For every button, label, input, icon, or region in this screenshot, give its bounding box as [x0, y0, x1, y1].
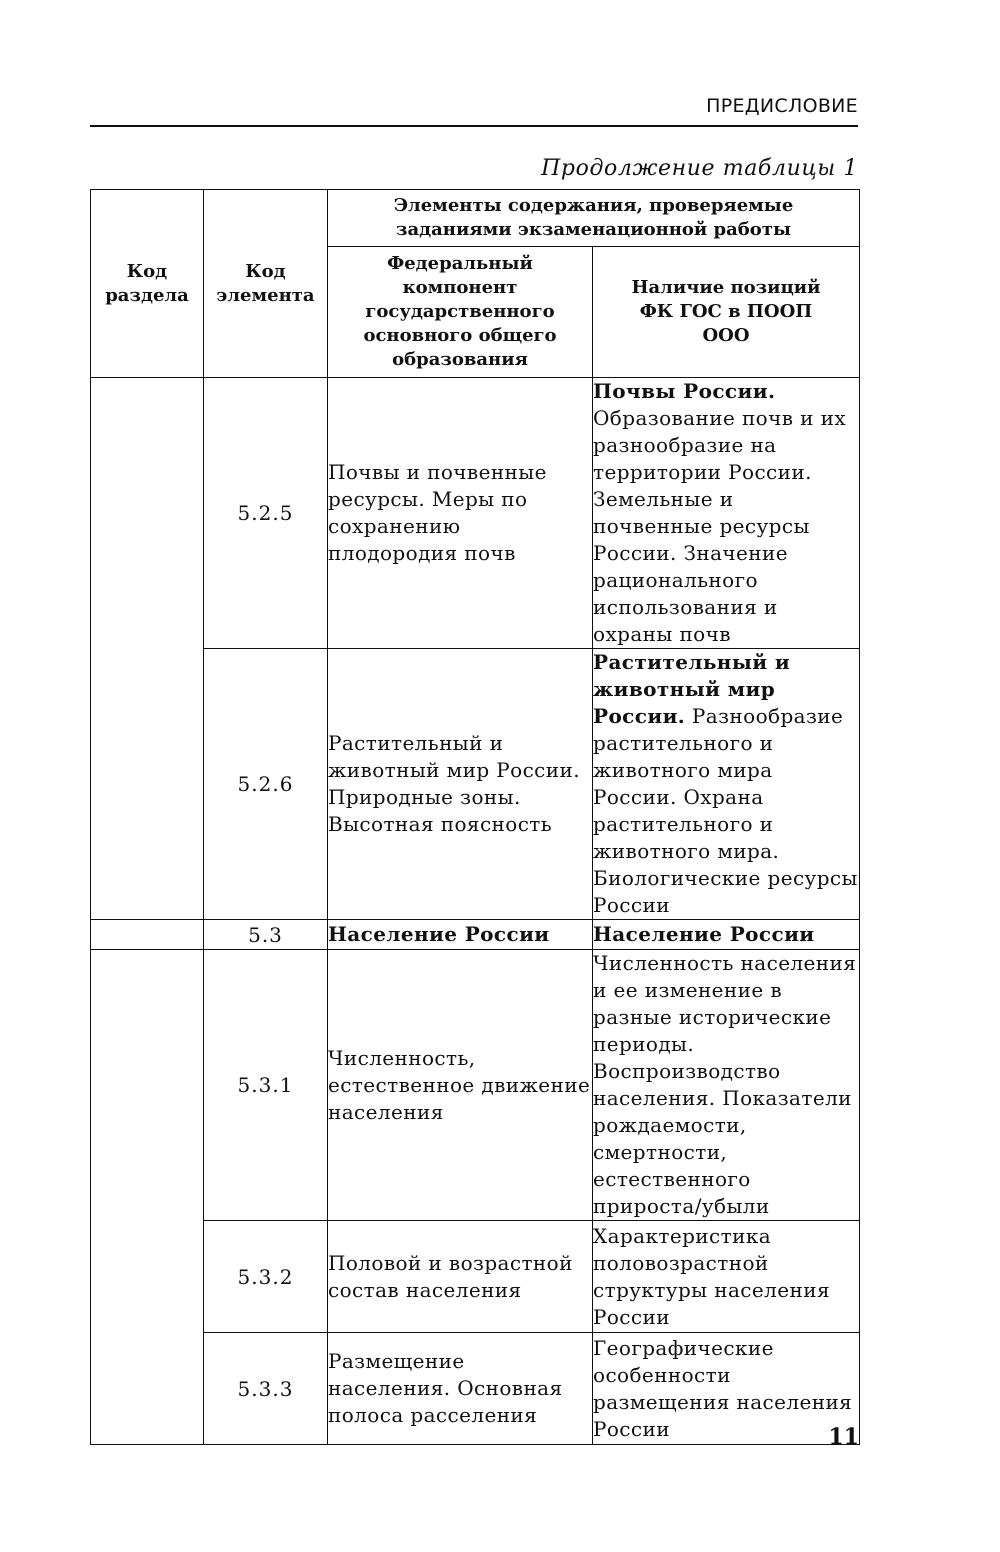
poop-cell: Численность населения и ее изменение в разные исторические периоды. Воспроизводство населения. Показатели рождаемости, смертности, естественного прироста/убыли: [593, 950, 860, 1221]
table-row: [91, 1221, 860, 1333]
header-section-code: Код раздела: [91, 190, 204, 378]
poop-cell: [593, 378, 860, 649]
element-code: 5.3.3: [204, 1333, 328, 1445]
table-row: [91, 1333, 860, 1445]
table-row: [91, 378, 860, 649]
fc-gos-cell: Почвы и почвенные ресурсы. Меры по сохранению плодородия почв: [328, 378, 593, 649]
poop-cell: Характеристика половозрастной структуры населения России: [593, 1221, 860, 1333]
table-row: [91, 950, 860, 1221]
header-element-code: Код элемента: [204, 190, 328, 378]
element-code: 5.3: [204, 920, 328, 950]
poop-heading: Почвы России.: [593, 379, 776, 403]
element-code: 5.3.1: [204, 950, 328, 1221]
poop-cell: Географические особенности размещения населения России: [593, 1333, 860, 1445]
element-code: 5.2.5: [204, 378, 328, 649]
element-code: 5.3.2: [204, 1221, 328, 1333]
header-fc-gos: Федеральный компонент государственного основного общего образования: [328, 247, 593, 378]
fc-gos-cell: Размещение населения. Основная полоса расселения: [328, 1333, 593, 1445]
poop-text: Разнообразие растительного и животного мира России. Охрана растительного и животного мира. Биологические ресурсы России: [593, 704, 858, 917]
fc-gos-cell: Население России: [328, 920, 593, 950]
page-number: 11: [828, 1424, 859, 1450]
fc-gos-cell: Растительный и животный мир России. Природные зоны. Высотная поясность: [328, 649, 593, 920]
fc-gos-cell: Половой и возрастной состав населения: [328, 1221, 593, 1333]
header-poop: Наличие позиций ФК ГОС в ПООП ООО: [593, 247, 860, 378]
header-content-elements: Элементы содержания, проверяемые заданиями экзаменационной работы: [328, 190, 860, 247]
table-caption: Продолжение таблицы 1: [541, 156, 858, 181]
running-head: ПРЕДИСЛОВИЕ: [706, 95, 858, 117]
poop-heading: Растительный и животный мир России.: [593, 650, 791, 728]
poop-text: Образование почв и их разнообразие на территории России. Земельные и почвенные ресурсы России. Значение рационального использования и охраны почв: [593, 406, 847, 646]
table-row: [91, 920, 860, 950]
poop-cell: [593, 649, 860, 920]
table-row: [91, 649, 860, 920]
content-table: [90, 189, 860, 1445]
header-rule: [90, 125, 858, 127]
section-cell-empty: [91, 920, 204, 950]
poop-cell: Население России: [593, 920, 860, 950]
fc-gos-cell: Численность, естественное движение населения: [328, 950, 593, 1221]
element-code: 5.2.6: [204, 649, 328, 920]
section-cell-empty: [91, 378, 204, 920]
section-cell-empty: [91, 950, 204, 1445]
